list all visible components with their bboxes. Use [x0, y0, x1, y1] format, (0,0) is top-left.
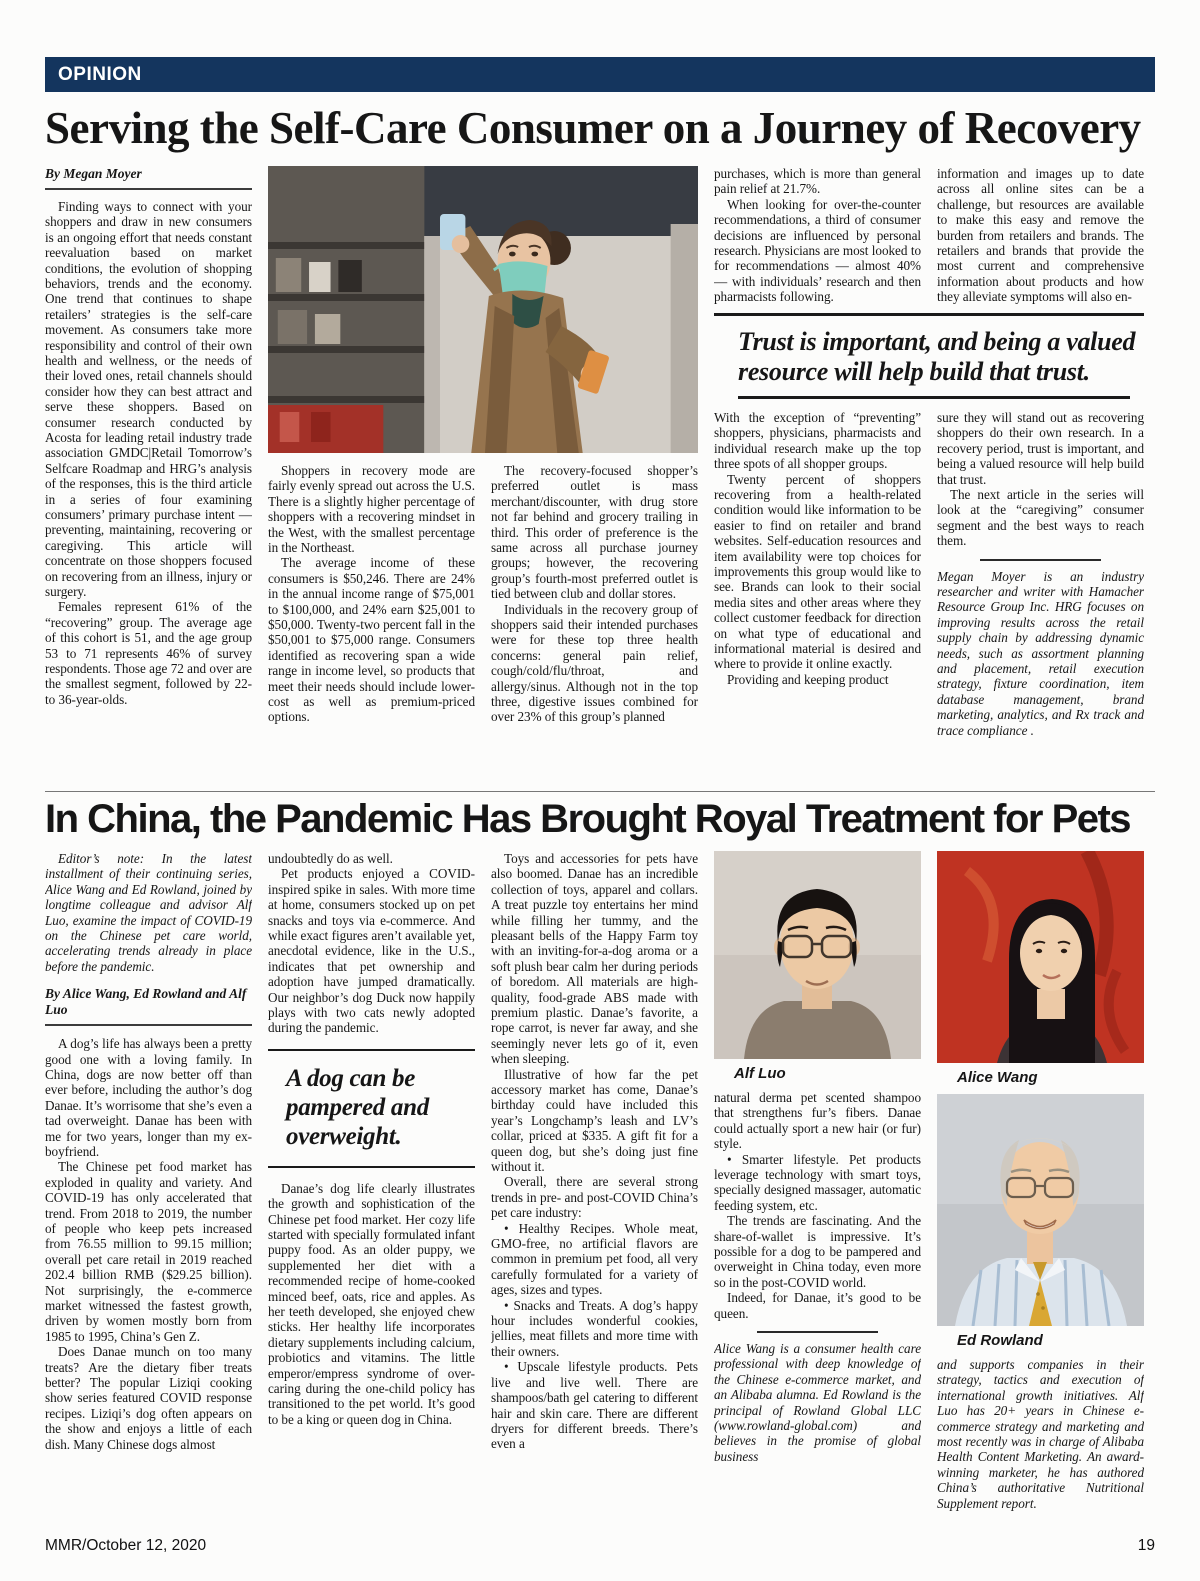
paragraph: Toys and accessories for pets have also boomed. Danae has an incredible collection of toys, apparel and collars. A treat puzzle toy entertains her mind while filling her tummy, and the pleasant bells of the Happy Farm toy with an inviting-for-a-dog aroma or a soft plush bear calm her during periods of boredom. All materials are high-quality, food-grade ABS made with premium plastic. Danae’s favorite, a rope carrot, is never far away, and she seemingly never lets go of it, even when sleeping. [491, 850, 698, 1067]
article1-pull-quote [714, 313, 1144, 399]
paragraph: Overall, there are several strong trends in pre- and post-COVID China’s pet care industry: [491, 1174, 698, 1221]
article1-middle-text [268, 463, 698, 781]
alf-luo-photo [714, 851, 921, 1059]
alice-wang-photo [937, 851, 1144, 1063]
authors-bio: Alice Wang is a consumer health care professional with deep knowledge of the Chinese e-commerce market, and an Alibaba alumna. Ed Rowland is the principal of Rowland Global LLC (www.rowland-global.com) and believes in the promise of global business [714, 1340, 921, 1464]
paragraph: • Smarter lifestyle. Pet products leverage technology with smart toys, specially designed massager, automatic feeding system, etc. [714, 1151, 921, 1213]
pull-quote-text: Trust is important, and being a valued resource will help build that trust. [738, 326, 1136, 386]
article2-pull-quote [268, 1049, 475, 1168]
ed-rowland-caption: Ed Rowland [957, 1331, 1043, 1349]
paragraph: The next article in the series will look at the “caregiving” consumer segment and the best ways to reach them. [937, 486, 1144, 549]
paragraph: Twenty percent of shoppers recovering from a health-related condition would like information to be easier to find on retailer and brand websites. Self-education resources and item availability were top choices for improvements this group would like to see. Brands can look to their social media sites and other areas where they collect customer feedback for direction on what type of educational and informational material is desired and where to provide it online exactly. [714, 471, 921, 672]
page-number: 19 [1137, 1537, 1155, 1554]
article1-right-bottom [714, 410, 1144, 781]
paragraph: purchases, which is more than general pain relief at 21.7%. [714, 165, 921, 197]
bio-divider [980, 559, 1100, 561]
article1-body [45, 166, 1155, 781]
publication-date: MMR/October 12, 2020 [45, 1537, 207, 1554]
authors-bio: and supports companies in their strategy, tactics and execution of international growth initiatives. Alf Luo has 20+ years in Chinese e-commerce strategy and marketing and most recently was in charge of Alibaba Health Content Marketing. An award-winning marketer, he has authored China’s authoritative Nutritional Supplement report. [937, 1356, 1144, 1511]
paragraph: Females represent 61% of the “recovering” group. The average age of this cohort is 51, and the age group 53 to 71 represents 46% of survey respondents. Those age 72 and over are the smallest segment, followed by 22- to 36-year-olds. [45, 599, 252, 707]
section-label: OPINION [58, 64, 142, 85]
article1-byline: By Megan Moyer [45, 166, 252, 190]
paragraph: The recovery-focused shopper’s preferred outlet is mass merchant/discounter, with drug store not far behind and grocery trailing in third. This order of preference is the same across all purchase journey groups; however, the recovering group’s fourth-most preferred outlet is tied between club and dollar stores. [491, 462, 698, 602]
alice-wang-caption: Alice Wang [957, 1068, 1038, 1086]
paragraph: The trends are fascinating. And the share-of-wallet is impressive. It’s possible for a dog to be pampered and overweight in China today, even more so in the post-COVID world. [714, 1213, 921, 1290]
article2-column-5 [937, 851, 1144, 1527]
paragraph: natural derma pet scented shampoo that strengthens fur’s fibers. Danae could actually sport a new hair (or fur) style. [714, 1089, 921, 1152]
paragraph: Illustrative of how far the pet accessory market has come, Danae’s birthday could have included this year’s Longchamp’s leash and LV’s collar, priced at $335. A gift fit for a queen dog, but she’s doing just fine without it. [491, 1066, 698, 1175]
shopper-photo [268, 166, 698, 453]
paragraph: Finding ways to connect with your shoppers and draw in new consumers is an ongoing effort that needs constant reevaluation based on market conditions, the evolution of shopping behaviors, trends and the economy. One trend that continues to shape retailers’ strategies is the self-care movement. As consumers take more responsibility and control of their own health and wellness, or the needs of their loved ones, retail channels should consider how they can best attract and serve these shoppers. Based on consumer research conducted by Acosta for leading retail industry trade association GMDC|Retail Tomorrow’s Selfcare Roadmap and HRG’s analysis of the responses, this is the third article in a series of four examining consumers’ primary purchase intent — preventing, maintaining, recovering or caregiving. This article will concentrate on those shoppers focused on recovering from an illness, injury or surgery. [45, 198, 252, 600]
paragraph: Does Danae munch on too many treats? Are the dietary fiber treats better? The popular Liziqi cooking show series featured COVID response recipes. Liziqi’s dog often appears on the show and enjoys a little of each dish. Many Chinese dogs almost [45, 1344, 252, 1452]
article2-column-4 [714, 851, 921, 1527]
article2-headline: In China, the Pandemic Has Brought Royal Treatment for Pets [45, 796, 1131, 841]
paragraph: A dog’s life has always been a pretty good one with a loving family. In China, dogs are now better off than ever before, including the author’s dog Danae. It’s worrisome that she’s even a tad overweight. Danae has been with me for two years, longer than my ex-boyfriend. [45, 1036, 252, 1159]
article1-column-5-bottom [937, 410, 1144, 781]
paragraph: information and images up to date across all online sites can be a challenge, but resources are available to make this easy and remove the burden from retailers and brands. The retailers and brands that provide the most current and comprehensive information about products and how they alleviate symptoms will also en- [937, 165, 1144, 305]
bio-divider [757, 1331, 877, 1333]
article2-byline: By Alice Wang, Ed Rowland and Alf Luo [45, 986, 252, 1026]
article1-column-4-top [714, 166, 921, 307]
editors-note: Editor’s note: In the latest installment of their continuing series, Alice Wang and Ed Rowland, joined by longtime colleague and advisor Alf Luo, examine the impact of COVID-19 on the Chinese pet care world, accelerating trends already in place before the pandemic. [45, 850, 252, 974]
paragraph: Shoppers in recovery mode are fairly evenly spread out across the U.S. There is a slightly higher percentage of shoppers with a recovering mindset in the West, with the smallest percentage in the Northeast. [268, 462, 475, 555]
article1-column-1 [45, 166, 252, 781]
paragraph: With the exception of “preventing” shoppers, physicians, pharmacists and individual research make up the top three spots of all shopper groups. [714, 409, 921, 472]
article1-column-3 [491, 463, 698, 781]
paragraph: When looking for over-the-counter recommendations, a third of consumer decisions are influenced by personal research. Physicians are most looked to for recommendations — almost 40% — with individuals’ research and then pharmacists following. [714, 196, 921, 305]
article1-headline: Serving the Self-Care Consumer on a Journey of Recovery [45, 103, 1141, 153]
paragraph: Indeed, for Danae, it’s good to be queen. [714, 1290, 921, 1321]
paragraph: The Chinese pet food market has exploded in quality and variety. And COVID-19 has only accelerated that trend. From 2018 to 2019, the number of people who keep pets increased from 76.55 million to 99.15 million; overall pet care retail in 2019 reached 202.4 billion RMB ($29.25 billion). Not surprisingly, the e-commerce market witnessed the fastest growth, driven by women mostly born from 1985 to 1995, China’s Gen Z. [45, 1159, 252, 1344]
paragraph: Danae’s dog life clearly illustrates the growth and sophistication of the Chinese pet food market. Her cozy life started with specially formulated infant puppy food. As an older puppy, we supplemented her diet with a recommended recipe of home-cooked minced beef, oats, rice and apples. As her teeth developed, she enjoyed chew sticks. Her healthy life incorporates dietary supplements including calcium, probiotics and vitamins. The little emperor/empress syndrome of over-caring during the one-child policy has transitioned to the pet world. It’s good to be a king or queen dog in China. [268, 1180, 475, 1427]
paragraph: • Snacks and Treats. A dog’s happy hour includes wonderful cookies, jellies, meat fillets and more time with their owners. [491, 1297, 698, 1359]
paragraph: Pet products enjoyed a COVID-inspired spike in sales. With more time at home, consumers stocked up on pet snacks and toys via e-commerce. And while exact figures aren’t available yet, anecdotal evidence, like in the U.S., indicates that pet ownership and adoption have jumped dramatically. Our neighbor’s dog Duck now happily plays with two cats newly adopted during the pandemic. [268, 866, 475, 1036]
paragraph: • Healthy Recipes. Whole meat, GMO-free, no artificial flavors are common in premium pet food, all very carefully formulated for a variety of ages, sizes and types. [491, 1220, 698, 1298]
paragraph: • Upscale lifestyle products. Pets live and live well. There are shampoos/bath gel catering to different hair and skin care. There are different dryers for different breeds. There’s even a [491, 1359, 698, 1452]
article1-right [714, 166, 1144, 781]
article1-column-5-top [937, 166, 1144, 307]
article2-column-3 [491, 851, 698, 1527]
paragraph: undoubtedly do as well. [268, 850, 393, 866]
article1-column-4-bottom [714, 410, 921, 781]
author-bio: Megan Moyer is an industry researcher and writer with Hamacher Resource Group Inc. HRG focuses on improving results across the retail supply chain by addressing dynamic needs, such as assortment planning and placement, retail execution strategy, fixture coordination, item database management, brand marketing, analytics, and Rx track and trace compliance . [937, 568, 1144, 738]
section-banner [45, 57, 1155, 92]
article-divider [45, 791, 1155, 792]
pull-quote-text: A dog can be pampered and overweight. [286, 1064, 429, 1150]
paragraph: Individuals in the recovery group of shoppers said their intended purchases were for these top three health concerns: general pain relief, cough/cold/flu/throat, and allergy/sinus. Although not in the top three, digestive issues combined for over 23% of this group’s planned [491, 601, 698, 725]
article2-body [45, 851, 1155, 1527]
paragraph: Providing and keeping product [727, 671, 889, 687]
paragraph: The average income of these consumers is $50,246. There are 24% in the annual income range of $75,001 to $100,000, and 24% earn $25,001 to $50,000. Twenty-two percent fall in the $50,001 to $75,000 range. Consumers identified as recovering span a wide range in income level, so products that meet their needs should include lower-cost as well as premium-priced options. [268, 555, 475, 725]
ed-rowland-photo [937, 1094, 1144, 1326]
paragraph: sure they will stand out as recovering shoppers do their own research. In a recovery period, trust is important, and being a valued resource will help build that trust. [937, 409, 1144, 487]
article2-column-1 [45, 851, 252, 1527]
article1-column-2 [268, 463, 475, 781]
pull-quote-rule [738, 396, 1130, 399]
article2-column-2 [268, 851, 475, 1527]
page-footer [45, 1537, 1155, 1555]
article1-middle [268, 166, 698, 781]
article1-right-top [714, 166, 1144, 307]
alf-luo-caption: Alf Luo [734, 1064, 786, 1082]
